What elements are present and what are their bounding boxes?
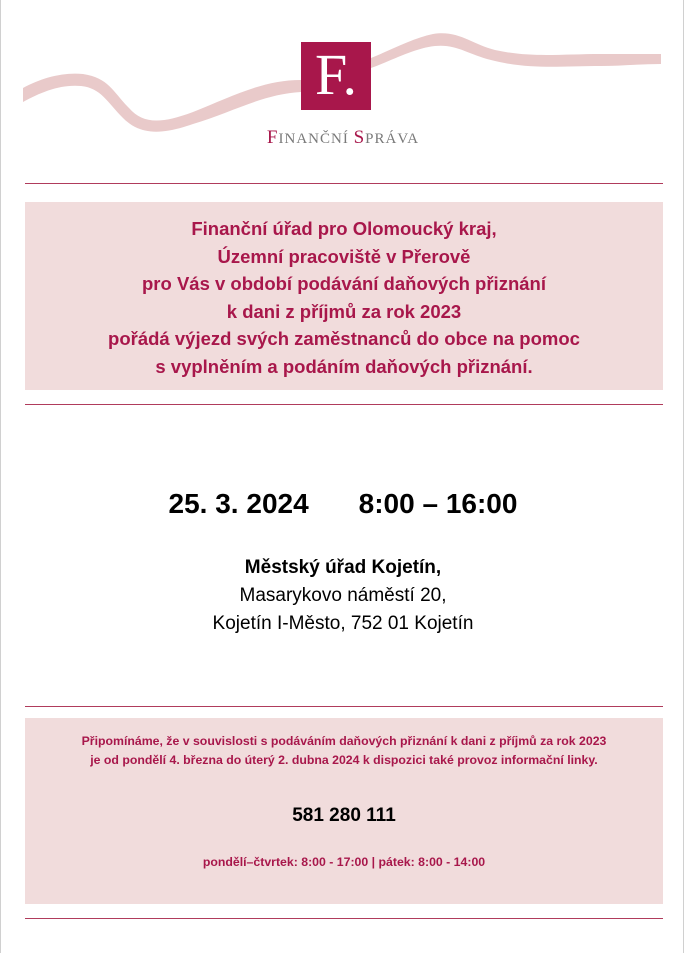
reminder-line-1: Připomínáme, že v souvislosti s podáváním daňových přiznání k dani z příjmů za rok 2023 — [81, 734, 607, 748]
venue-name: Městský úřad Kojetín, — [244, 557, 442, 578]
logo-mark: F. — [301, 42, 371, 110]
intro-line-2: Územní pracoviště v Přerově — [217, 245, 471, 267]
logo-wordmark — [201, 127, 485, 149]
intro-line-3: pro Vás v období podávání daňových přiznání — [142, 273, 546, 294]
intro-line-1: Finanční úřad pro Olomoucký kraj, — [191, 218, 497, 239]
logo-initial-f: F — [266, 127, 279, 148]
intro-line-6: s vyplněním a podáním daňových přiznání. — [155, 355, 533, 377]
venue-street: Masarykovo náměstí 20, — [239, 585, 447, 606]
logo-word-1: INANČNÍ — [278, 131, 354, 147]
divider-before-reminder — [25, 706, 663, 707]
intro-line-4: k dani z příjmů za rok 2023 — [226, 300, 462, 322]
event-datetime — [1, 488, 684, 520]
intro-line-5: pořádá výjezd svých zaměstnanců do obce na pomoc — [108, 328, 580, 349]
event-time: 8:00 – 16:00 — [358, 488, 518, 519]
venue-city: Kojetín I-Město, 752 01 Kojetín — [212, 613, 474, 634]
reminder-box — [25, 718, 663, 904]
logo-initial-s: S — [353, 127, 366, 148]
divider-top — [25, 183, 663, 184]
divider-bottom — [25, 918, 663, 919]
divider-after-intro — [25, 404, 663, 405]
info-line-hours: pondělí–čtvrtek: 8:00 - 17:00 | pátek: 8:00 - 14:00 — [202, 855, 486, 869]
reminder-line-2: je od pondělí 4. března do úterý 2. dubna 2024 k dispozici také provoz informační linky. — [90, 753, 598, 767]
event-date: 25. 3. 2024 — [168, 488, 309, 519]
info-phone-number: 581 280 111 — [292, 805, 396, 826]
venue-address — [1, 554, 684, 638]
logo-word-2: PRÁVA — [365, 131, 420, 147]
reminder-note — [25, 732, 663, 770]
intro-box — [25, 202, 663, 390]
